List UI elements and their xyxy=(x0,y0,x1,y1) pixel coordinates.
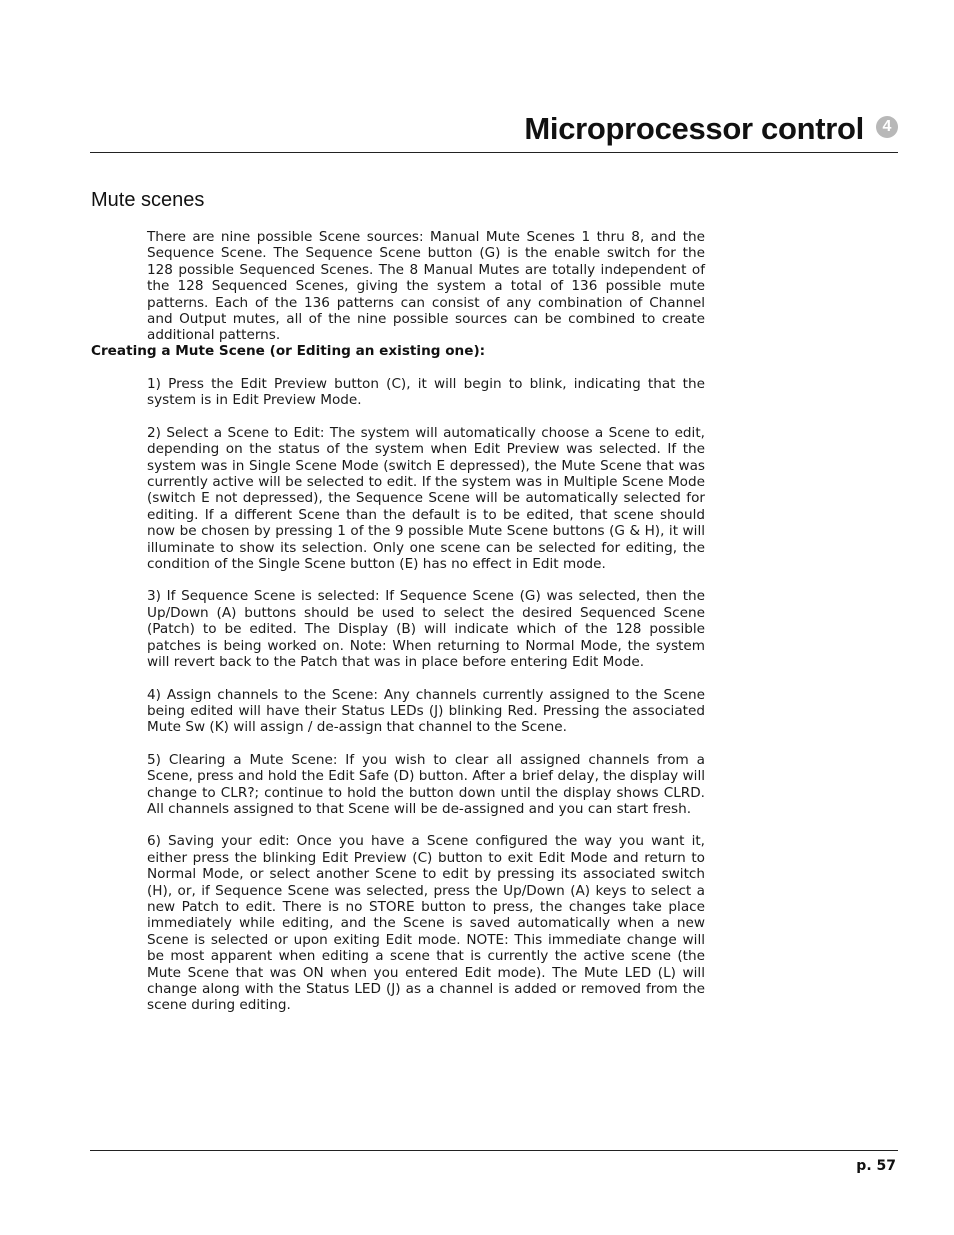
chapter-title: Microprocessor control xyxy=(524,111,864,146)
subheading: Creating a Mute Scene (or Editing an existing one): xyxy=(91,343,486,359)
page-number: p. 57 xyxy=(856,1158,896,1174)
chapter-number-badge: 4 xyxy=(876,116,898,138)
step-2: 2) Select a Scene to Edit: The system will automatically choose a Scene to edit, depending on the status of the system when Edit Preview was selected. If the system was in Single Scene Mode (switch E depressed), the Mute Scene that was currently active will be selected to edit. If the system was in Multiple Scene Mode (switch E not depressed), the Sequence Scene will be automatically selected for editing. If a different Scene than the default is to be edited, that scene should now be chosen by pressing 1 of the 9 possible Mute Scene buttons (G & H), it will illuminate to show its selection. Only one scene can be selected for editing, the condition of the Single Scene button (E) has no effect in Edit mode. xyxy=(147,424,705,573)
chapter-header xyxy=(90,108,898,153)
step-5: 5) Clearing a Mute Scene: If you wish to clear all assigned channels from a Scene, press and hold the Edit Safe (D) button. After a brief delay, the display will change to CLR?; continue to hold the button down until the display shows CLRD. All channels assigned to that Scene will be de-assigned and you can start fresh. xyxy=(147,751,705,817)
section-title: Mute scenes xyxy=(91,189,205,211)
steps-list xyxy=(147,376,705,1030)
intro-paragraph: There are nine possible Scene sources: Manual Mute Scenes 1 thru 8, and the Sequence Scene. The Sequence Scene button (G) is the enable switch for the 128 possible Sequenced Scenes. The 8 Manual Mutes are totally independent of the 128 Sequenced Scenes, giving the system a total of 136 possible mute patterns. Each of the 136 patterns can consist of any combination of Channel and Output mutes, all of the nine possible sources can be combined to create additional patterns. xyxy=(147,229,705,344)
step-1: 1) Press the Edit Preview button (C), it will begin to blink, indicating that the system is in Edit Preview Mode. xyxy=(147,376,705,409)
step-6: 6) Saving your edit: Once you have a Scene configured the way you want it, either press the blinking Edit Preview (C) button to exit Edit Mode and return to Normal Mode, or select another Scene to edit by pressing its associated switch (H), or, if Sequence Scene was selected, press the Up/Down (A) keys to select a new Patch to edit. There is no STORE button to press, the changes take place immediately while editing, and the Scene is saved automatically when a new Scene is selected or upon exiting Edit mode. NOTE: This immediate change will be most apparent when editing a scene that is currently the active scene (the Mute Scene that was ON when you entered Edit mode). The Mute LED (L) will change along with the Status LED (J) as a channel is added or removed from the scene during editing. xyxy=(147,833,705,1014)
step-4: 4) Assign channels to the Scene: Any channels currently assigned to the Scene being edited will have their Status LEDs (J) blinking Red. Pressing the associated Mute Sw (K) will assign / de-assign that channel to the Scene. xyxy=(147,686,705,736)
step-3: 3) If Sequence Scene is selected: If Sequence Scene (G) was selected, then the Up/Down (A) buttons should be used to select the desired Sequenced Scene (Patch) to be edited. The Display (B) will indicate which of the 128 possible patches is being worked on. Note: When returning to Normal Mode, the system will revert back to the Patch that was in place before entering Edit Mode. xyxy=(147,588,705,671)
footer-divider xyxy=(90,1150,898,1151)
